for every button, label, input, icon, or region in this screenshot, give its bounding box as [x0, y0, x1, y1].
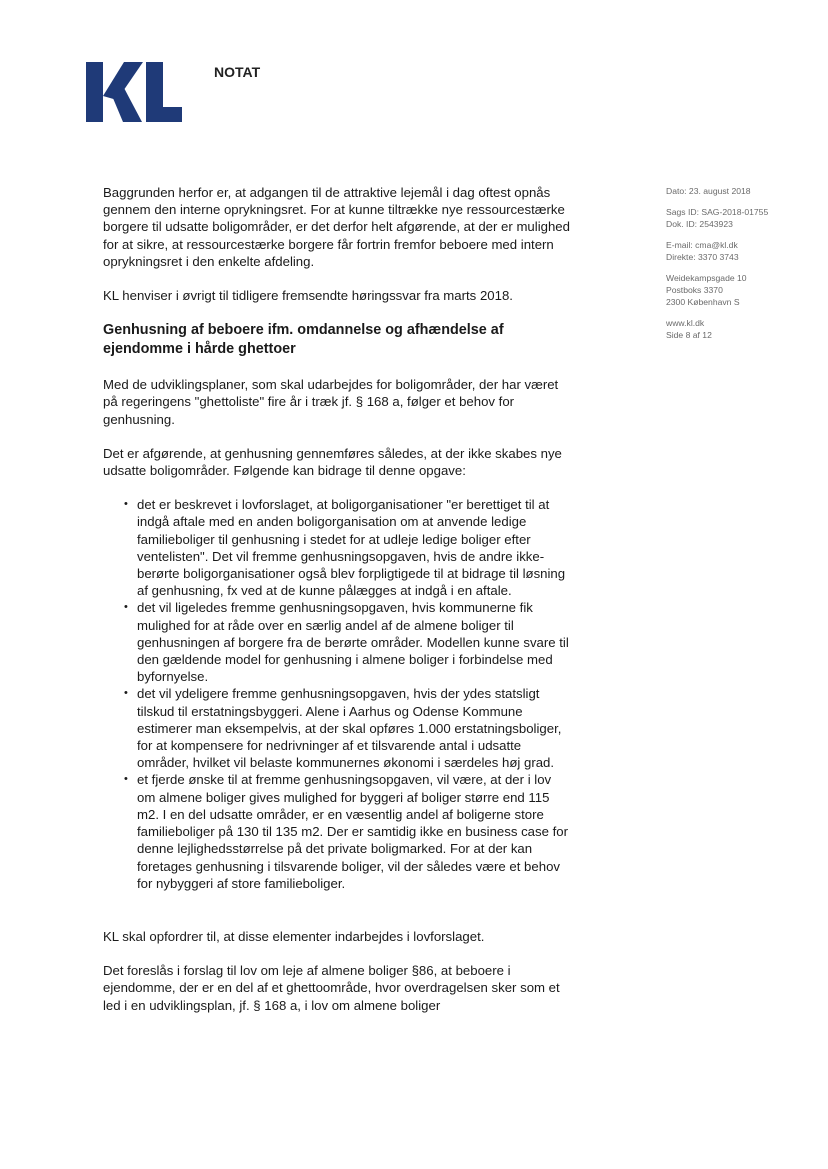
web-line: www.kl.dk	[666, 318, 705, 328]
paragraph: Det er afgørende, at genhusning gennemføres således, at der ikke skabes nye udsatte boligområder. Følgende kan bidrage til denne opgave:	[103, 445, 562, 479]
bullet-icon: •	[124, 773, 128, 786]
address-line-1: Weidekampsgade 10	[666, 273, 747, 283]
address-line-3: 2300 København S	[666, 297, 740, 307]
list-item	[103, 599, 573, 685]
list-item-text: et fjerde ønske til at fremme genhusningsopgaven, vil være, at der i lov om almene boliger gives mulighed for byggeri af boliger større end 115 m2. I en del udsatte områder, er en væsentlig andel af boligerne store familieboliger på 130 til 135 m2. Der er samtidig ikke en business case for denne lejlighedsstørrelse på det private boligmarked. For at der kan foretages genhusning i tilsvarende boliger, vil der således være et behov for nybyggeri af store familieboliger.	[137, 772, 569, 891]
paragraph: Det foreslås i forslag til lov om leje af almene boliger §86, at beboere i ejendomme, der er en del af et ghettoområde, hvor overdragelsen sker som et led i en udviklingsplan, jf. § 168 a, i lov om almene boliger	[103, 963, 560, 1013]
bullet-list	[103, 496, 573, 892]
document-type-label: NOTAT	[214, 64, 261, 80]
list-item-text: det er beskrevet i lovforslaget, at boligorganisationer "er berettiget til at indgå aftale med en anden boligorganisation om at anvende ledige familieboliger til genhusning i stedet for at udleje ledige boliger efter ventelisten". Det vil fremme genhusningsopgaven, hvis de andre ikke-berørte boligorganisationer også blev forpligtigede til at bidrage til løsning af genhusning, fx ved at de kunne pålægges at indgå i en aftale.	[137, 497, 566, 599]
bullet-icon: •	[124, 601, 128, 614]
direkte-line: Direkte: 3370 3743	[666, 252, 739, 262]
list-item	[103, 496, 573, 599]
list-item-text: det vil ligeledes fremme genhusningsopgaven, hvis kommunerne fik mulighed for at råde over en særlig andel af de almene boliger til genhusningen af borgere fra de berørte områder. Modellen kunne svare til den gældende model for genhusning i almene boliger i forbindelse med byfornyelse.	[137, 600, 569, 685]
kl-logo	[86, 62, 182, 122]
bullet-icon: •	[124, 687, 128, 700]
paragraph: Med de udviklingsplaner, som skal udarbejdes for boligområder, der har været på regeringens "ghettoliste" fire år i træk jf. § 168 a, følger et behov for genhusning.	[103, 377, 559, 427]
address-line-2: Postboks 3370	[666, 285, 723, 295]
list-item	[103, 771, 573, 891]
list-item-text: det vil ydeligere fremme genhusningsopgaven, hvis der ydes statsligt tilskud til erstatningsbyggeri. Alene i Aarhus og Odense Kommune estimerer man eksempelvis, at der skal opføres 1.000 erstatningsboliger, for at kompensere for nedrivninger af et tilsvarende antal i udsatte områder, hvilket vil belaste kommunernes økonomi i særdeles høj grad.	[137, 686, 562, 771]
paragraph: KL henviser i øvrigt til tidligere fremsendte høringssvar fra marts 2018.	[103, 288, 513, 304]
email-line: E-mail: cma@kl.dk	[666, 240, 738, 250]
bullet-icon: •	[124, 498, 128, 511]
section-heading: Genhusning af beboere ifm. omdannelse og afhændelse af ejendomme i hårde ghettoer	[103, 322, 504, 358]
sags-id-line: Sags ID: SAG-2018-01755	[666, 207, 769, 217]
date-line: Dato: 23. august 2018	[666, 186, 751, 196]
paragraph: Baggrunden herfor er, at adgangen til de attraktive lejemål i dag oftest opnås gennem den interne oprykningsret. For at kunne tiltrække nye ressourcestærke borgere til udsatte boligområder, er det derfor helt afgørende, at der er mulighed for at sikre, at ressourcestærke borgere får fortrin fremfor beboere med intern oprykningsret i den enkelte afdeling.	[103, 185, 570, 269]
list-item	[103, 685, 573, 771]
document-body	[103, 184, 573, 1031]
paragraph: KL skal opfordrer til, at disse elementer indarbejdes i lovforslaget.	[103, 928, 485, 944]
document-meta-sidebar	[666, 185, 816, 350]
page-number: Side 8 af 12	[666, 330, 712, 340]
dok-id-line: Dok. ID: 2543923	[666, 219, 733, 229]
